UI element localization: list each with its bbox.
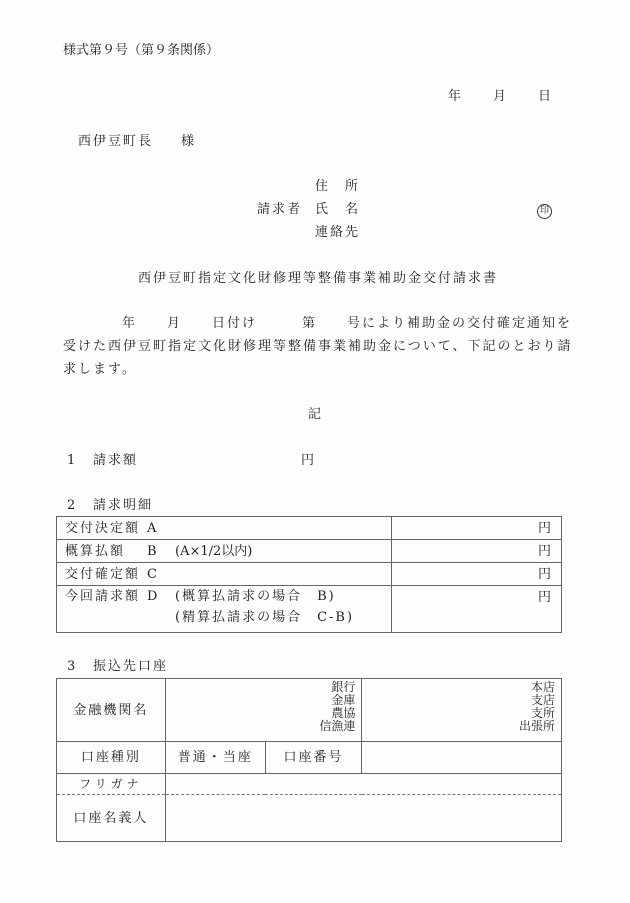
amount-field[interactable] bbox=[392, 586, 562, 633]
seal-icon: 印 bbox=[537, 204, 552, 219]
amount-field[interactable] bbox=[392, 563, 562, 586]
holder-label-cell: 口座名義人 bbox=[57, 795, 166, 842]
applicant-role-label: 請求者 bbox=[257, 202, 303, 217]
yen-unit: 円 bbox=[537, 543, 551, 559]
date-day-label: 日 bbox=[538, 89, 552, 104]
account-holder-field[interactable] bbox=[165, 795, 561, 842]
table-row bbox=[57, 679, 562, 742]
body-line-3: 求します。 bbox=[63, 362, 137, 377]
body-line-1: 年 月 日付け 第 号により補助金の交付確定通知を bbox=[122, 316, 573, 331]
address-label: 住 所 bbox=[315, 179, 361, 194]
amount-field[interactable] bbox=[392, 540, 562, 563]
table-row bbox=[57, 795, 562, 842]
account-type-label-cell: 口座種別 bbox=[57, 742, 166, 774]
honorific: 様 bbox=[181, 134, 195, 149]
table-row bbox=[57, 586, 562, 633]
yen-unit: 円 bbox=[537, 566, 551, 582]
section1-unit: 円 bbox=[301, 453, 315, 468]
table-row bbox=[57, 540, 562, 563]
bank-account-table bbox=[56, 678, 562, 842]
row-note: (概算払請求の場合 B) bbox=[175, 589, 336, 604]
section1-label: 請求額 bbox=[93, 453, 139, 468]
name-label: 氏 名 bbox=[315, 202, 361, 217]
furigana-label-cell: フリガナ bbox=[57, 774, 166, 795]
yen-unit: 円 bbox=[537, 520, 551, 536]
table-row bbox=[57, 742, 562, 774]
date-year-label: 年 bbox=[448, 89, 462, 104]
institution-label-cell: 金融機関名 bbox=[57, 679, 166, 742]
institution-name-field[interactable] bbox=[165, 679, 362, 742]
detail-label-cell bbox=[57, 540, 392, 563]
branch-type: 出張所 bbox=[518, 719, 555, 733]
row-note-secondary: (精算払請求の場合 C-B) bbox=[175, 610, 355, 625]
account-type-selector[interactable]: 普通・当座 bbox=[165, 742, 265, 774]
row-label: 交付決定額 bbox=[65, 520, 141, 536]
seal-mark bbox=[537, 203, 552, 219]
body-line-2: 受けた西伊豆町指定文化財修理等整備事業補助金について、下記のとおり請 bbox=[63, 339, 573, 354]
table-row bbox=[57, 774, 562, 795]
branch-name-field[interactable] bbox=[362, 679, 562, 742]
amount-field[interactable] bbox=[392, 517, 562, 540]
table-row bbox=[57, 517, 562, 540]
row-code: B bbox=[147, 543, 157, 559]
row-note: (A×1/2以内) bbox=[175, 543, 253, 559]
institution-type: 信漁連 bbox=[319, 719, 356, 733]
branch-type: 支店 bbox=[530, 693, 555, 707]
contact-label: 連絡先 bbox=[315, 225, 361, 240]
institution-type: 農協 bbox=[331, 706, 356, 720]
section2-label: 請求明細 bbox=[93, 498, 154, 513]
row-label: 今回請求額 bbox=[65, 589, 141, 604]
branch-type: 支所 bbox=[530, 706, 555, 720]
institution-type: 金庫 bbox=[331, 693, 356, 707]
section3-label: 振込先口座 bbox=[93, 659, 169, 674]
claim-detail-table bbox=[56, 516, 562, 633]
row-label: 概算払額 bbox=[65, 543, 126, 559]
yen-unit: 円 bbox=[537, 590, 551, 605]
row-label: 交付確定額 bbox=[65, 566, 141, 582]
ki-heading: 記 bbox=[308, 407, 322, 422]
detail-label-cell bbox=[57, 586, 392, 633]
account-number-field[interactable] bbox=[362, 742, 562, 774]
section1-number: 1 bbox=[67, 453, 76, 468]
detail-label-cell bbox=[57, 563, 392, 586]
section3-number: 3 bbox=[67, 659, 76, 674]
row-code: D bbox=[147, 589, 158, 604]
branch-type: 本店 bbox=[530, 680, 555, 694]
institution-type: 銀行 bbox=[331, 680, 356, 694]
form-number: 様式第９号（第９条関係） bbox=[63, 43, 220, 58]
date-month-label: 月 bbox=[493, 89, 507, 104]
row-code: C bbox=[147, 566, 157, 582]
section2-number: 2 bbox=[67, 498, 76, 513]
furigana-field[interactable] bbox=[165, 774, 561, 795]
detail-label-cell bbox=[57, 517, 392, 540]
document-title: 西伊豆町指定文化財修理等整備事業補助金交付請求書 bbox=[138, 271, 499, 286]
row-code: A bbox=[147, 520, 157, 536]
table-row bbox=[57, 563, 562, 586]
account-number-label-cell: 口座番号 bbox=[265, 742, 362, 774]
addressee: 西伊豆町長 bbox=[78, 134, 154, 149]
